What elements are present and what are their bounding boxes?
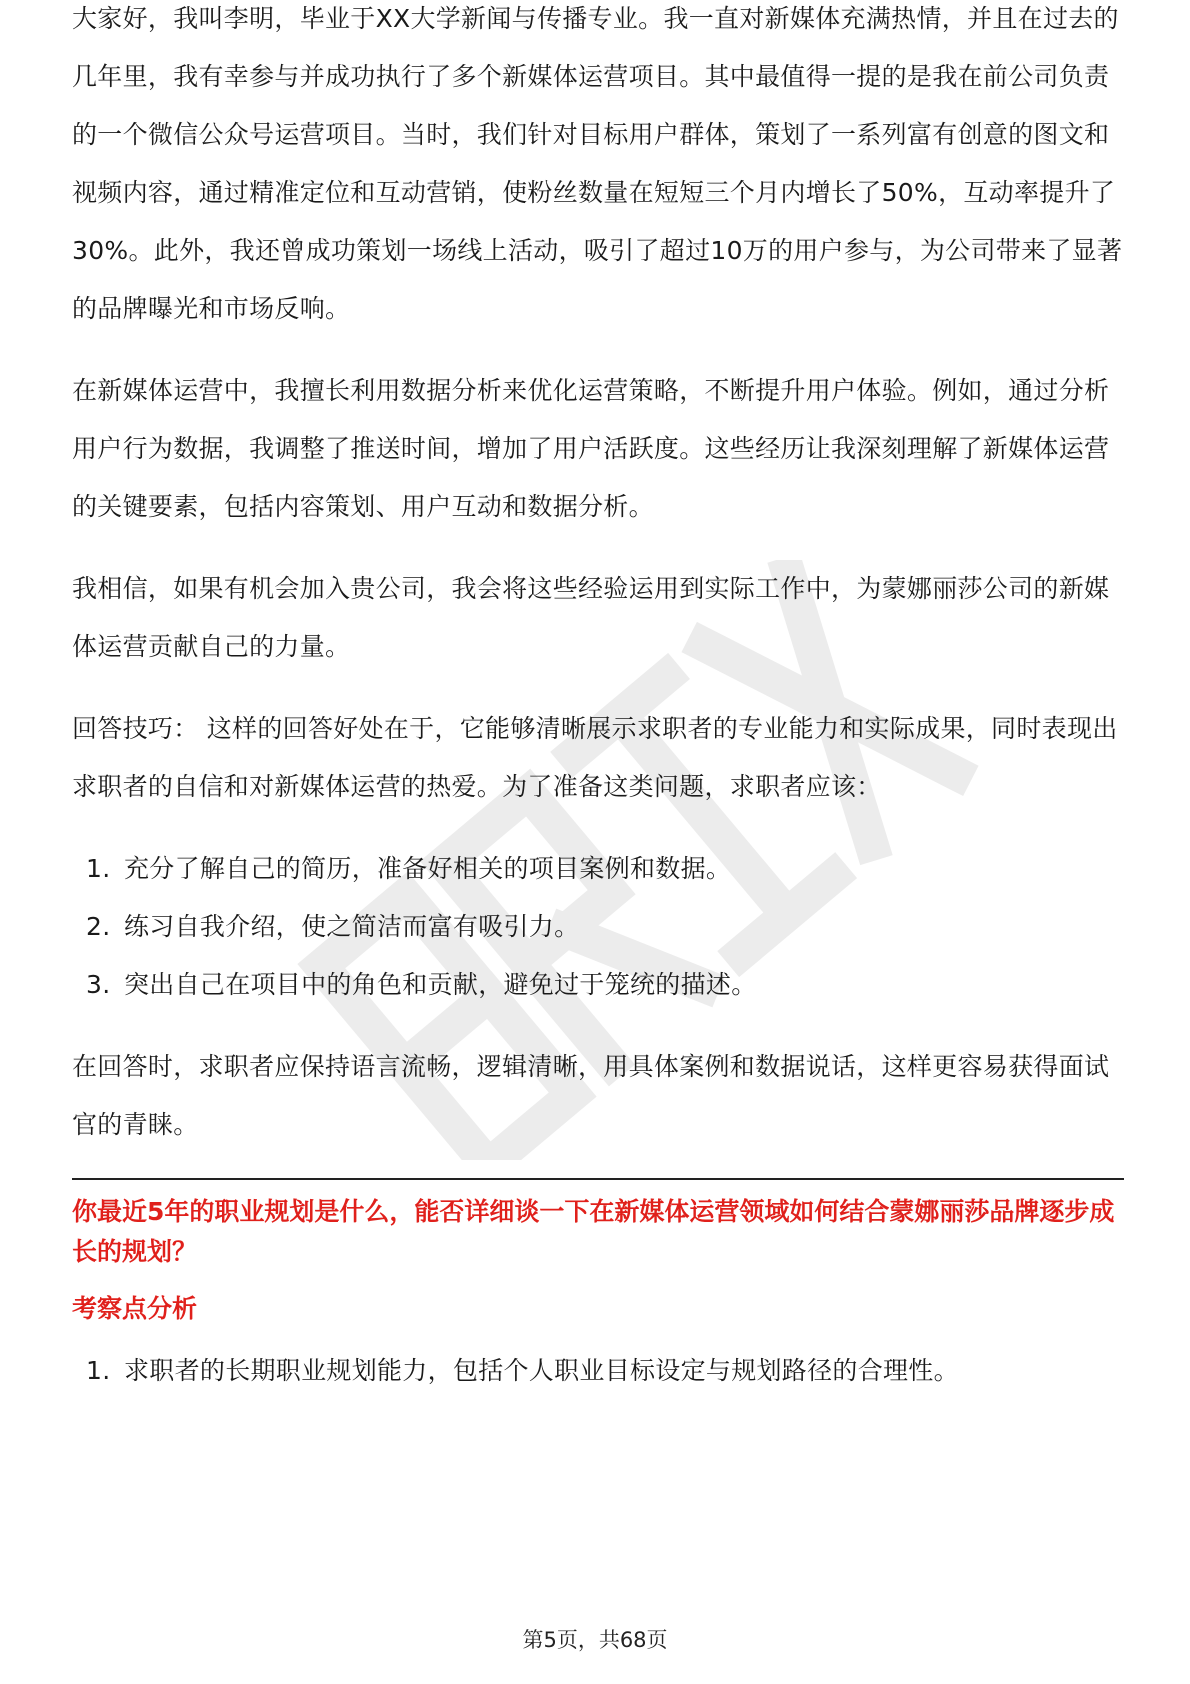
list-text: 求职者的长期职业规划能力，包括个人职业目标设定与规划路径的合理性。 <box>124 1356 959 1385</box>
list-number: 2. <box>86 912 111 941</box>
answer-paragraph-1: 大家好，我叫李明，毕业于XX大学新闻与传播专业。我一直对新媒体充满热情，并且在过去的几年里，我有幸参与并成功执行了多个新媒体运营项目。其中最值得一提的是我在前公司负责的一个微信公众号运营项目。当时，我们针对目标用户群体，策划了一系列富有创意的图文和视频内容，通过精准定位和互动营销，使粉丝数量在短短三个月内增长了50%，互动率提升了30%。此外，我还曾成功策划一场线上活动，吸引了超过10万的用户参与，为公司带来了显著的品牌曝光和市场反响。 <box>72 4 1123 323</box>
answer-tips: 回答技巧： 这样的回答好处在于，它能够清晰展示求职者的专业能力和实际成果，同时表现出求职者的自信和对新媒体运营的热爱。为了准备这类问题，求职者应该： <box>72 714 1118 801</box>
list-text: 练习自我介绍，使之简洁而富有吸引力。 <box>124 912 580 941</box>
section-heading: 考察点分析 <box>72 1294 198 1323</box>
answer-paragraph-2: 在新媒体运营中，我擅长利用数据分析来优化运营策略，不断提升用户体验。例如，通过分析用户行为数据，我调整了推送时间，增加了用户活跃度。这些经历让我深刻理解了新媒体运营的关键要素，包括内容策划、用户互动和数据分析。 <box>72 376 1110 521</box>
section-divider <box>72 1178 1124 1180</box>
analysis-list <box>72 1342 1124 1400</box>
list-number: 1. <box>86 854 111 883</box>
list-number: 3. <box>86 970 111 999</box>
list-text: 突出自己在项目中的角色和贡献，避免过于笼统的描述。 <box>124 970 757 999</box>
list-item <box>72 956 1124 1014</box>
tips-list <box>72 840 1124 1014</box>
question-title: 你最近5年的职业规划是什么，能否详细谈一下在新媒体运营领域如何结合蒙娜丽莎品牌逐步成长的规划？ <box>72 1197 1115 1266</box>
closing-paragraph: 在回答时，求职者应保持语言流畅，逻辑清晰，用具体案例和数据说话，这样更容易获得面试官的青睐。 <box>72 1052 1110 1139</box>
list-text: 充分了解自己的简历，准备好相关的项目案例和数据。 <box>124 854 732 883</box>
list-item <box>72 898 1124 956</box>
page-number: 第5页，共68页 <box>522 1628 668 1652</box>
answer-paragraph-3: 我相信，如果有机会加入贵公司，我会将这些经验运用到实际工作中，为蒙娜丽莎公司的新媒体运营贡献自己的力量。 <box>72 574 1110 661</box>
list-item <box>72 840 1124 898</box>
list-number: 1. <box>86 1356 111 1385</box>
list-item <box>72 1342 1124 1400</box>
document-body <box>72 4 1124 1424</box>
